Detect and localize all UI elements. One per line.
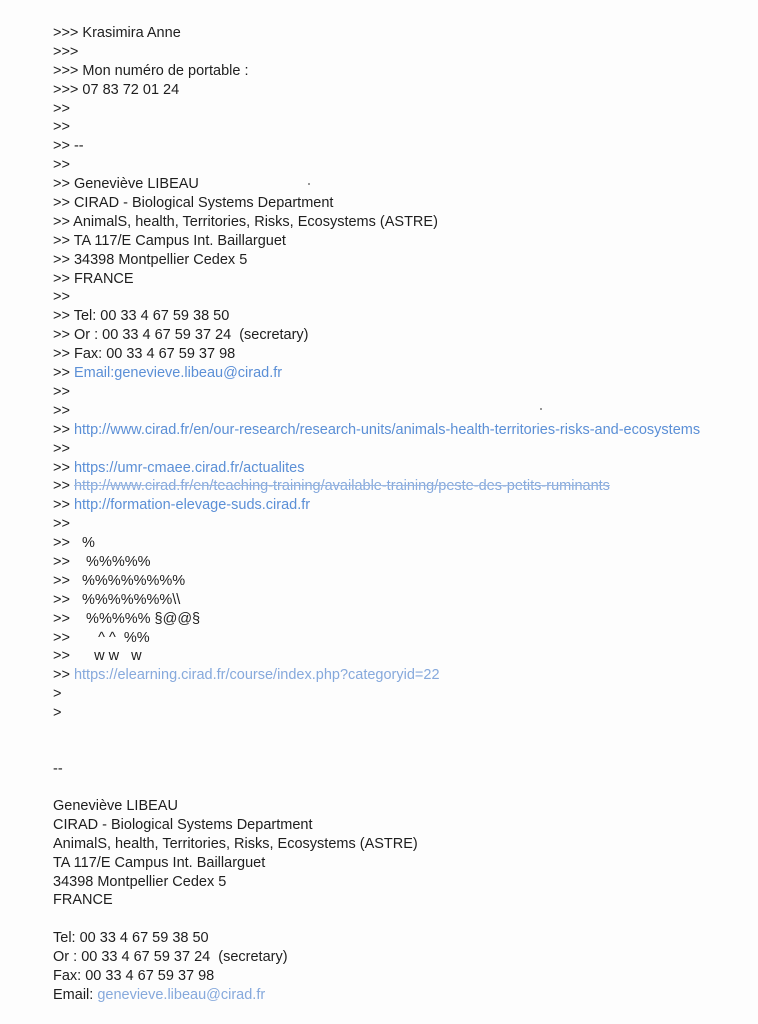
signature-name: Geneviève LIBEAU: [53, 798, 178, 814]
signature-city: 34398 Montpellier Cedex 5: [53, 873, 227, 890]
signature-address: TA 117/E Campus Int. Baillarguet: [53, 854, 266, 871]
quoted-secretary: >> Or : 00 33 4 67 59 37 24 (secretary): [53, 327, 309, 344]
quote-prefix: >>: [53, 497, 74, 514]
quoted-unit: >> AnimalS, health, Territories, Risks, Ecosystems (ASTRE): [53, 213, 438, 230]
quoted-news-line: [53, 459, 743, 478]
research-unit-link[interactable]: http://www.cirad.fr/en/our-research/research-units/animals-health-territories-risks-and-ecosystems: [73, 421, 701, 438]
signature-block: [53, 797, 653, 1005]
quoted-line: >>: [53, 100, 70, 117]
ascii-art-line: >> ^ ^ %%: [53, 629, 150, 646]
ascii-art-line: >> %%%%%: [53, 553, 151, 570]
quoted-elearning-line: [53, 666, 743, 685]
ascii-art-line: >> w w w: [53, 648, 142, 665]
quote-prefix: >>: [53, 365, 74, 382]
quoted-line: >>: [53, 516, 70, 533]
spacer: [53, 910, 653, 929]
ascii-art-line: >> %: [53, 535, 95, 552]
quoted-fax: >> Fax: 00 33 4 67 59 37 98: [53, 346, 236, 363]
quoted-address: >> TA 117/E Campus Int. Baillarguet: [53, 232, 286, 249]
quote-prefix: >>: [53, 478, 74, 495]
quoted-research-line: [53, 421, 743, 440]
signature-tel: Tel: 00 33 4 67 59 38 50: [53, 930, 209, 947]
signature-dept: CIRAD - Biological Systems Department: [53, 816, 313, 833]
quoted-email-link[interactable]: Email:genevieve.libeau@cirad.fr: [73, 365, 283, 382]
quote-prefix: >>: [53, 667, 74, 684]
quoted-email-line: [53, 364, 743, 383]
scan-speck: [308, 183, 310, 185]
quoted-line: >: [53, 686, 62, 703]
quoted-dept: >> CIRAD - Biological Systems Department: [53, 195, 334, 212]
quoted-line: >>: [53, 440, 70, 457]
quoted-tel: >> Tel: 00 33 4 67 59 38 50: [53, 308, 230, 325]
elearning-link[interactable]: https://elearning.cirad.fr/course/index.php?categoryid=22: [73, 667, 440, 684]
ascii-art-line: >> %%%%%%%%: [53, 572, 186, 589]
signature-unit: AnimalS, health, Territories, Risks, Ecosystems (ASTRE): [53, 835, 418, 852]
quoted-line: >> --: [53, 138, 84, 155]
quoted-line: >>: [53, 402, 70, 419]
quoted-city: >> 34398 Montpellier Cedex 5: [53, 251, 248, 268]
quoted-country: >> FRANCE: [53, 270, 134, 287]
quoted-reply-block: [53, 24, 743, 723]
quoted-formation-line: [53, 496, 743, 515]
scan-speck: [540, 408, 542, 410]
signature-secretary: Or : 00 33 4 67 59 37 24 (secretary): [53, 949, 288, 966]
quoted-line: >>: [53, 289, 70, 306]
news-link[interactable]: https://umr-cmaee.cirad.fr/actualites: [73, 459, 305, 476]
quoted-line: >>: [53, 383, 70, 400]
ascii-art-line: >> %%%%% §@@§: [53, 610, 201, 627]
quoted-line: >>: [53, 119, 70, 136]
signature-email-line: [53, 986, 653, 1005]
signature-fax: Fax: 00 33 4 67 59 37 98: [53, 968, 215, 985]
quote-prefix: >>: [53, 459, 74, 476]
quoted-line: >>>: [53, 43, 79, 60]
signature-separator: --: [53, 761, 63, 777]
quoted-training-line: [53, 477, 743, 496]
quote-prefix: >>: [53, 421, 74, 438]
email-label: Email:: [53, 986, 98, 1003]
ascii-art-line: >> %%%%%%%\\: [53, 591, 181, 608]
quoted-phone: >>> 07 83 72 01 24: [53, 81, 180, 98]
quoted-line: >>> Mon numéro de portable :: [53, 62, 249, 79]
training-link[interactable]: http://www.cirad.fr/en/teaching-training/available-training/peste-des-petits-ruminants: [73, 478, 610, 495]
quoted-line: >>: [53, 157, 70, 174]
quoted-name: >> Geneviève LIBEAU: [53, 176, 199, 193]
quoted-line: >: [53, 705, 62, 722]
signature-email-link[interactable]: genevieve.libeau@cirad.fr: [97, 986, 266, 1003]
signature-country: FRANCE: [53, 892, 113, 909]
formation-link[interactable]: http://formation-elevage-suds.cirad.fr: [73, 497, 311, 514]
quoted-line: >>> Krasimira Anne: [53, 25, 181, 41]
